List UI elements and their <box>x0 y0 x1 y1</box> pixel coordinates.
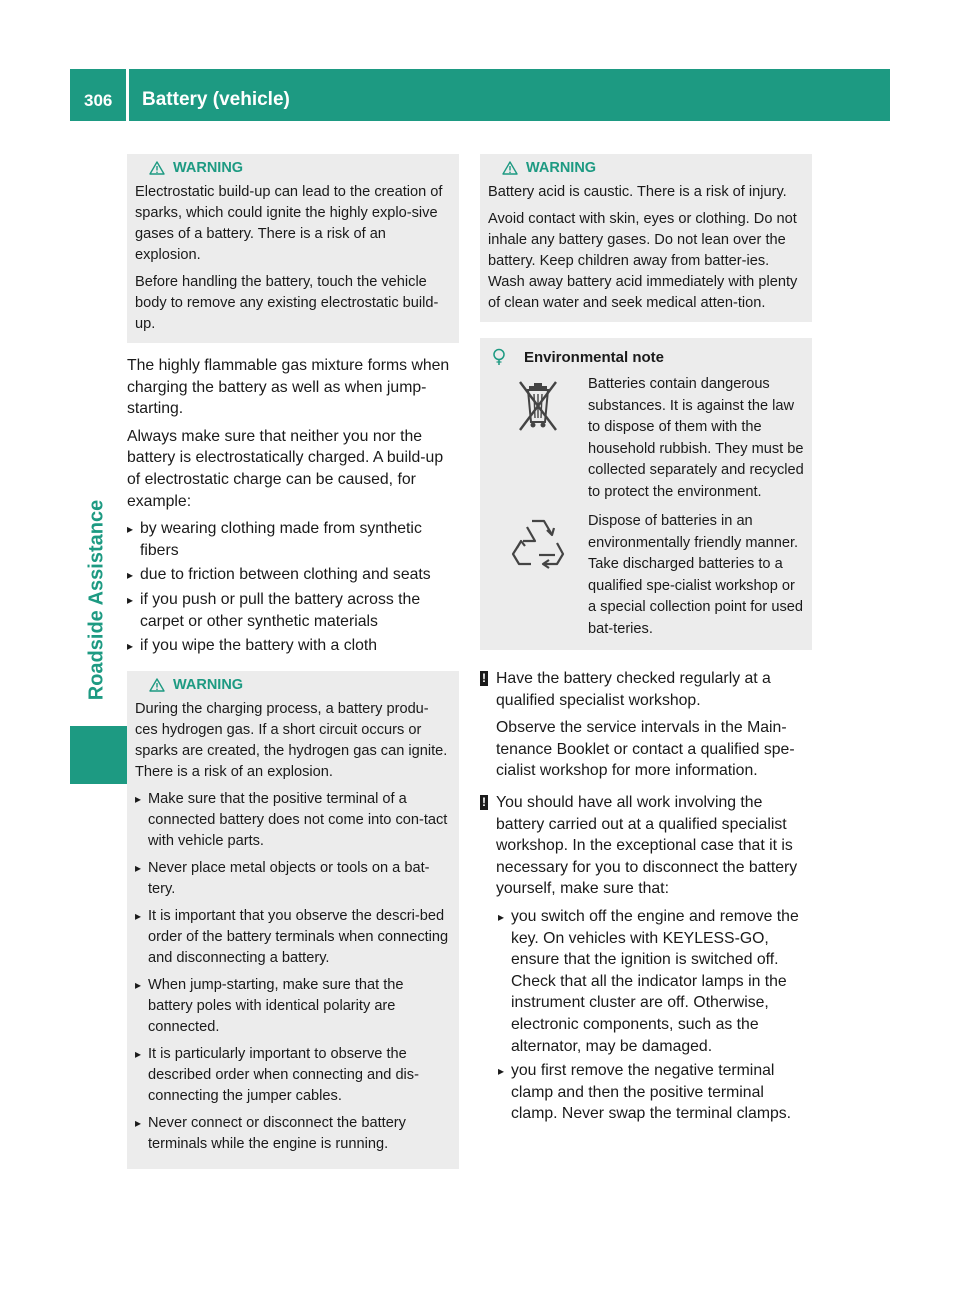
list-item: ▸ if you wipe the battery with a cloth <box>127 635 459 657</box>
paragraph: Always make sure that neither you nor the battery is electrostatically charged. A build-up of electrostatic charge can be caused, for example: <box>127 427 444 510</box>
env-row-disposal <box>488 374 804 503</box>
notice-exclamation-icon: ! <box>482 671 486 685</box>
right-column <box>480 154 812 1128</box>
crossed-bin-icon <box>515 378 561 434</box>
page-header <box>70 69 890 121</box>
env-text: Dispose of batteries in an environmentally friendly manner. Take discharged batteries to a qualified spe-cialist workshop or a special collection point for used bat-teries. <box>588 513 803 637</box>
list-item: ▸ you switch off the engine and remove the key. On vehicles with KEYLESS-GO, ensure that the ignition is switched off. Check that all the indicator lamps in the instrument cluster are off. Otherwise, electronic components, such as the alternator, may be damaged. <box>498 906 812 1057</box>
warning-triangle-icon <box>149 678 165 692</box>
list-item: ▸ if you push or pull the battery across the carpet or other synthetic materials <box>127 589 459 632</box>
list-item: ▸ It is important that you observe the descri-bed order of the battery terminals when connecting and disconnecting a battery. <box>135 906 451 969</box>
paragraph: The highly flammable gas mixture forms when charging the battery as well as when jump-starting. <box>127 357 450 418</box>
warning-text: Battery acid is caustic. There is a risk of injury. <box>488 184 787 200</box>
notice-text: You should have all work involving the battery carried out at a qualified specialist workshop. In the exceptional case that it is necessary for you to disconnect the battery yourself, make sure that: <box>496 793 798 898</box>
list-item: ▸ When jump-starting, make sure that the battery poles with identical polarity are connected. <box>135 975 451 1038</box>
warning-box-hydrogen <box>127 671 459 1169</box>
warning-triangle-icon <box>149 161 165 175</box>
section-marker <box>70 726 128 784</box>
warning-heading: WARNING <box>135 677 451 693</box>
lightbulb-icon <box>492 348 506 366</box>
warning-text: Avoid contact with skin, eyes or clothing. Do not inhale any battery gases. Do not lean over the battery. Keep children away from batter-ies. Wash away battery acid immediately with plenty of clean water and seek medical atten-tion. <box>488 211 798 311</box>
list-item: ▸ Never place metal objects or tools on a bat-tery. <box>135 858 451 900</box>
warning-box-electrostatic <box>127 154 459 343</box>
warning-heading: WARNING <box>488 160 804 176</box>
list-item: ▸ It is particularly important to observe the described order when connecting and dis-connecting the jumper cables. <box>135 1044 451 1107</box>
list-item: ▸ you first remove the negative terminal clamp and then the positive terminal clamp. Never swap the terminal clamps. <box>498 1060 812 1125</box>
warning-heading: WARNING <box>135 160 451 176</box>
section-tab <box>82 480 112 720</box>
page-title: Battery (vehicle) <box>142 89 290 110</box>
environmental-note <box>480 338 812 650</box>
notice-text: Have the battery checked regularly at a qualified specialist workshop. <box>496 670 771 709</box>
warning-text: Electrostatic build-up can lead to the creation of sparks, which could ignite the highly explo-sive gases of a battery. There is a risk of an explosion. <box>135 184 443 263</box>
list-item: ▸ by wearing clothing made from synthetic fibers <box>127 518 459 561</box>
recycle-icon <box>509 515 567 571</box>
header-divider <box>126 69 129 121</box>
cause-list <box>127 518 459 657</box>
notice-checkup <box>480 668 812 782</box>
page-number: 306 <box>84 91 113 110</box>
warning-triangle-icon <box>502 161 518 175</box>
list-item: ▸ Never connect or disconnect the battery terminals while the engine is running. <box>135 1113 451 1155</box>
notice-exclamation-icon: ! <box>482 794 486 809</box>
env-text: Batteries contain dangerous substances. It is against the law to dispose of them with the household rubbish. They must be collected separately and recycled to protect the environment. <box>588 376 804 500</box>
env-row-recycle <box>488 511 804 640</box>
section-label: Roadside Assistance <box>85 499 108 701</box>
list-item: ▸ due to friction between clothing and seats <box>127 564 459 586</box>
notice-text: Observe the service intervals in the Main-tenance Booklet or contact a qualified spe-cialist workshop for more information. <box>496 719 795 780</box>
list-item: ▸ Make sure that the positive terminal of a connected battery does not come into con-tact with vehicle parts. <box>135 789 451 852</box>
warning-text: Before handling the battery, touch the vehicle body to remove any existing electrostatic build-up. <box>135 274 439 332</box>
warning-text: During the charging process, a battery produ-ces hydrogen gas. If a short circuit occurs or sparks are created, the hydrogen gas can ignite. There is a risk of an explosion. <box>135 700 448 780</box>
environmental-note-heading: Environmental note <box>488 348 804 366</box>
left-column <box>127 154 459 1181</box>
warning-box-acid <box>480 154 812 322</box>
notice-disconnect <box>480 792 812 1125</box>
